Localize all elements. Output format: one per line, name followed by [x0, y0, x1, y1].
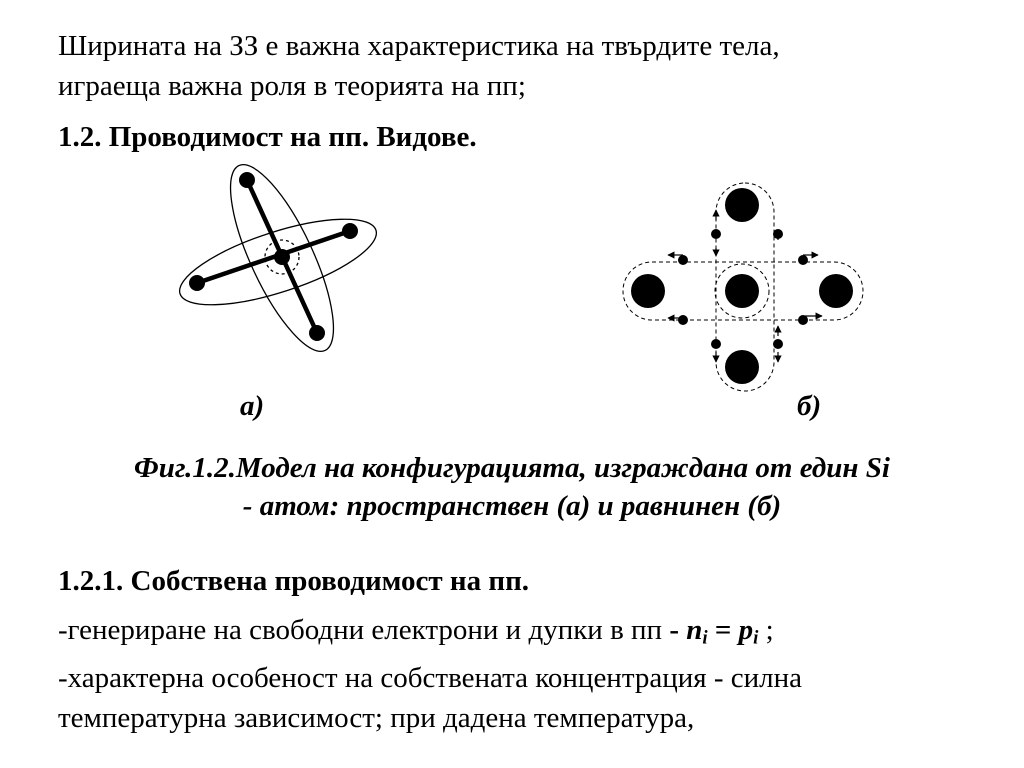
- intro-line-2: играеща важна роля в теорията на пп;: [58, 70, 526, 102]
- spatial-model-diagram: [170, 160, 390, 360]
- atom-right: [342, 223, 358, 239]
- electron: [711, 229, 721, 239]
- bullet-concentration-line-2: температурна зависимост; при дадена температура,: [58, 702, 695, 734]
- planar-model-diagram: [610, 175, 875, 400]
- electron: [773, 339, 783, 349]
- atom-center: [274, 249, 290, 265]
- formula-equals: =: [714, 614, 732, 646]
- electron: [711, 339, 721, 349]
- right-atom: [819, 274, 853, 308]
- electron: [798, 255, 808, 265]
- bullet-generation: [58, 612, 774, 657]
- formula-n: n: [686, 614, 703, 646]
- center-atom: [725, 274, 759, 308]
- formula-dash: -: [669, 614, 679, 646]
- electron: [678, 315, 688, 325]
- bottom-atom: [725, 350, 759, 384]
- top-atom: [725, 188, 759, 222]
- section-heading-1-2-1: 1.2.1. Собствена проводимост на пп.: [58, 565, 530, 597]
- section-heading-1-2: 1.2. Проводимост на пп. Видове.: [58, 121, 477, 153]
- electron: [678, 255, 688, 265]
- bullet-concentration-line-1: -характерна особеност на собствената концентрация - силна: [58, 662, 803, 694]
- formula-p-subscript: i: [753, 627, 759, 649]
- intro-line-1: Ширината на ЗЗ е важна характеристика на твърдите тела,: [58, 30, 780, 62]
- figure-label-a: а): [240, 390, 265, 422]
- figure-caption-line-2: - атом: пространствен (а) и равнинен (б): [242, 490, 782, 522]
- formula-semicolon: ;: [765, 614, 774, 646]
- atom-left: [189, 275, 205, 291]
- atom-bottom: [309, 325, 325, 341]
- atom-top: [239, 172, 255, 188]
- bullet-generation-text: -генериране на свободни електрони и дупки в пп: [58, 614, 663, 646]
- left-atom: [631, 274, 665, 308]
- figure-caption-line-1: Фиг.1.2.Модел на конфигурацията, изграждана от един Si: [134, 452, 890, 484]
- formula-n-subscript: i: [702, 627, 708, 649]
- figure-label-b: б): [797, 390, 822, 422]
- formula-p: p: [738, 614, 754, 646]
